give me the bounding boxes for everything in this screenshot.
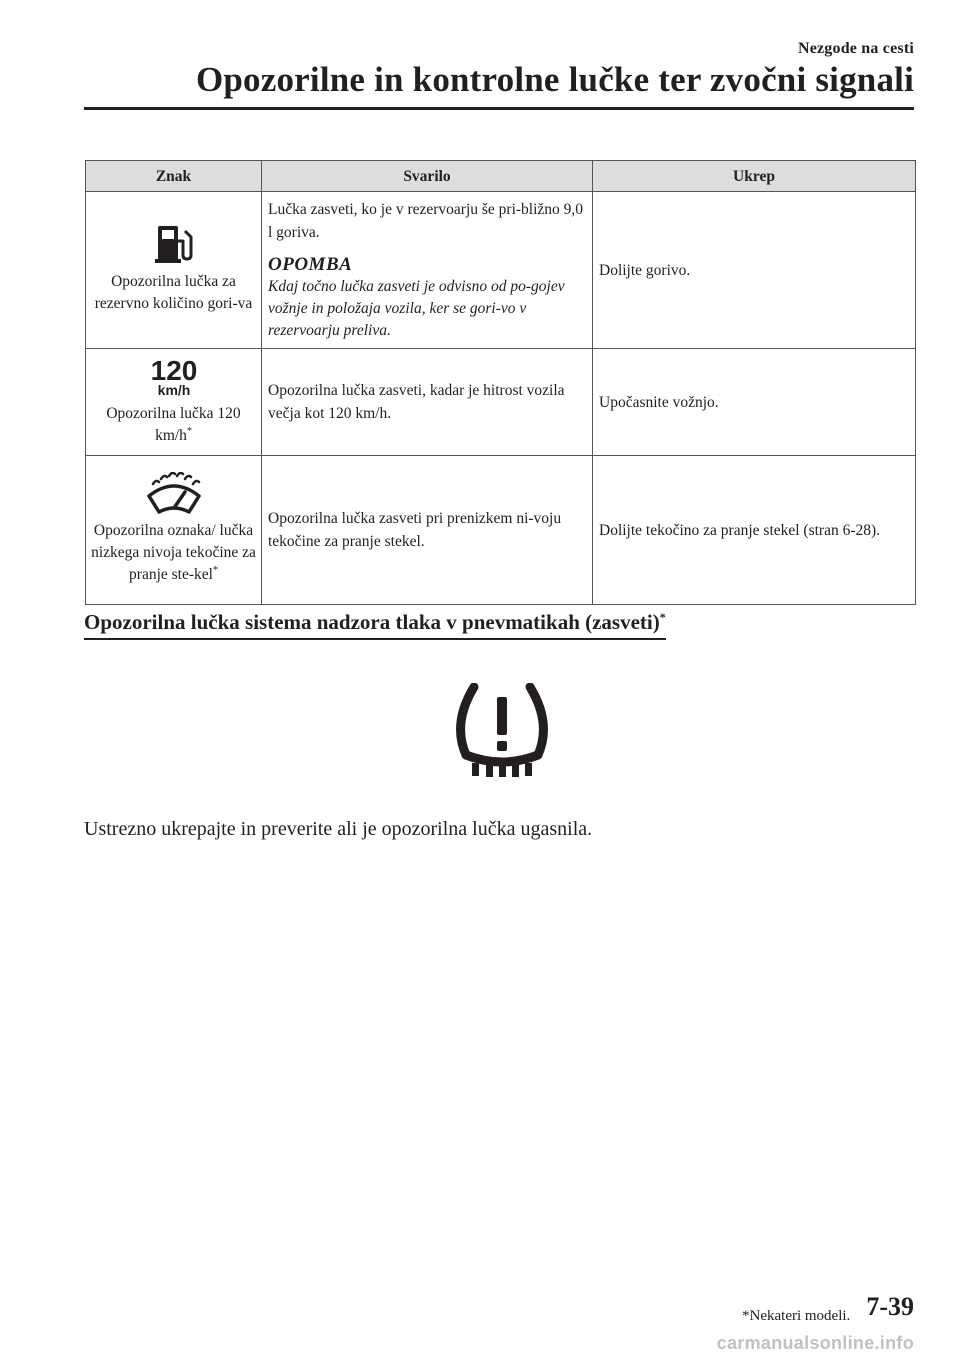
footnote: *Nekateri modeli. (742, 1308, 851, 1324)
action-cell: Upočasnite vožnjo. (593, 349, 916, 456)
page-number: 7-39 (866, 1292, 914, 1321)
chapter-title: Opozorilne in kontrolne lučke ter zvočni signali (195, 60, 914, 99)
table-header-row (86, 161, 916, 192)
svg-text:km/h: km/h (157, 382, 190, 397)
subsection-heading: Opozorilna lučka sistema nadzora tlaka v pnevmatikah (zasveti)* (84, 610, 666, 640)
tire-pressure-warning-icon (452, 683, 552, 777)
watermark: carmanualsonline.info (716, 1333, 914, 1353)
action-cell: Dolijte tekočino za pranje stekel (stran 6-28). (593, 456, 916, 605)
table-row (86, 192, 916, 349)
header-symbol: Znak (86, 161, 262, 192)
symbol-cell (86, 456, 262, 605)
washer-fluid-icon (145, 472, 203, 514)
header-rule (84, 107, 914, 110)
warning-text: Lučka zasveti, ko je v rezervoarju še pri-bližno 9,0 l goriva. (268, 201, 584, 241)
speed-120-icon (147, 355, 201, 397)
table-row (86, 456, 916, 605)
fuel-pump-icon (154, 223, 194, 265)
note-title: OPOMBA (268, 254, 353, 275)
section-name: Nezgode na cesti (797, 40, 914, 57)
header-action: Ukrep (593, 161, 916, 192)
instruction-text: Ustrezno ukrepajte in preverite ali je opozorilna lučka ugasnila. (84, 818, 593, 840)
symbol-label: Opozorilna lučka za rezervno količino gori-va (94, 273, 253, 312)
page-header (84, 40, 914, 100)
symbol-label: Opozorilna oznaka/ lučka nizkega nivoja tekočine za pranje ste-kel* (91, 522, 256, 583)
warning-lights-table (85, 160, 916, 605)
note-text: Kdaj točno lučka zasveti je odvisno od po-gojev vožnje in položaja vozila, ker se gori-vo v rezervoarju preliva. (268, 278, 565, 339)
table-row (86, 349, 916, 456)
warning-cell: Opozorilna lučka zasveti, kadar je hitrost vozila večja kot 120 km/h. (262, 349, 593, 456)
symbol-cell (86, 192, 262, 349)
action-cell: Dolijte gorivo. (593, 192, 916, 349)
header-warning: Svarilo (262, 161, 593, 192)
warning-cell: Opozorilna lučka zasveti pri prenizkem ni-voju tekočine za pranje stekel. (262, 456, 593, 605)
symbol-cell (86, 349, 262, 456)
warning-cell (262, 192, 593, 349)
svg-text:120: 120 (150, 355, 197, 386)
symbol-label: Opozorilna lučka 120 km/h* (106, 405, 241, 444)
